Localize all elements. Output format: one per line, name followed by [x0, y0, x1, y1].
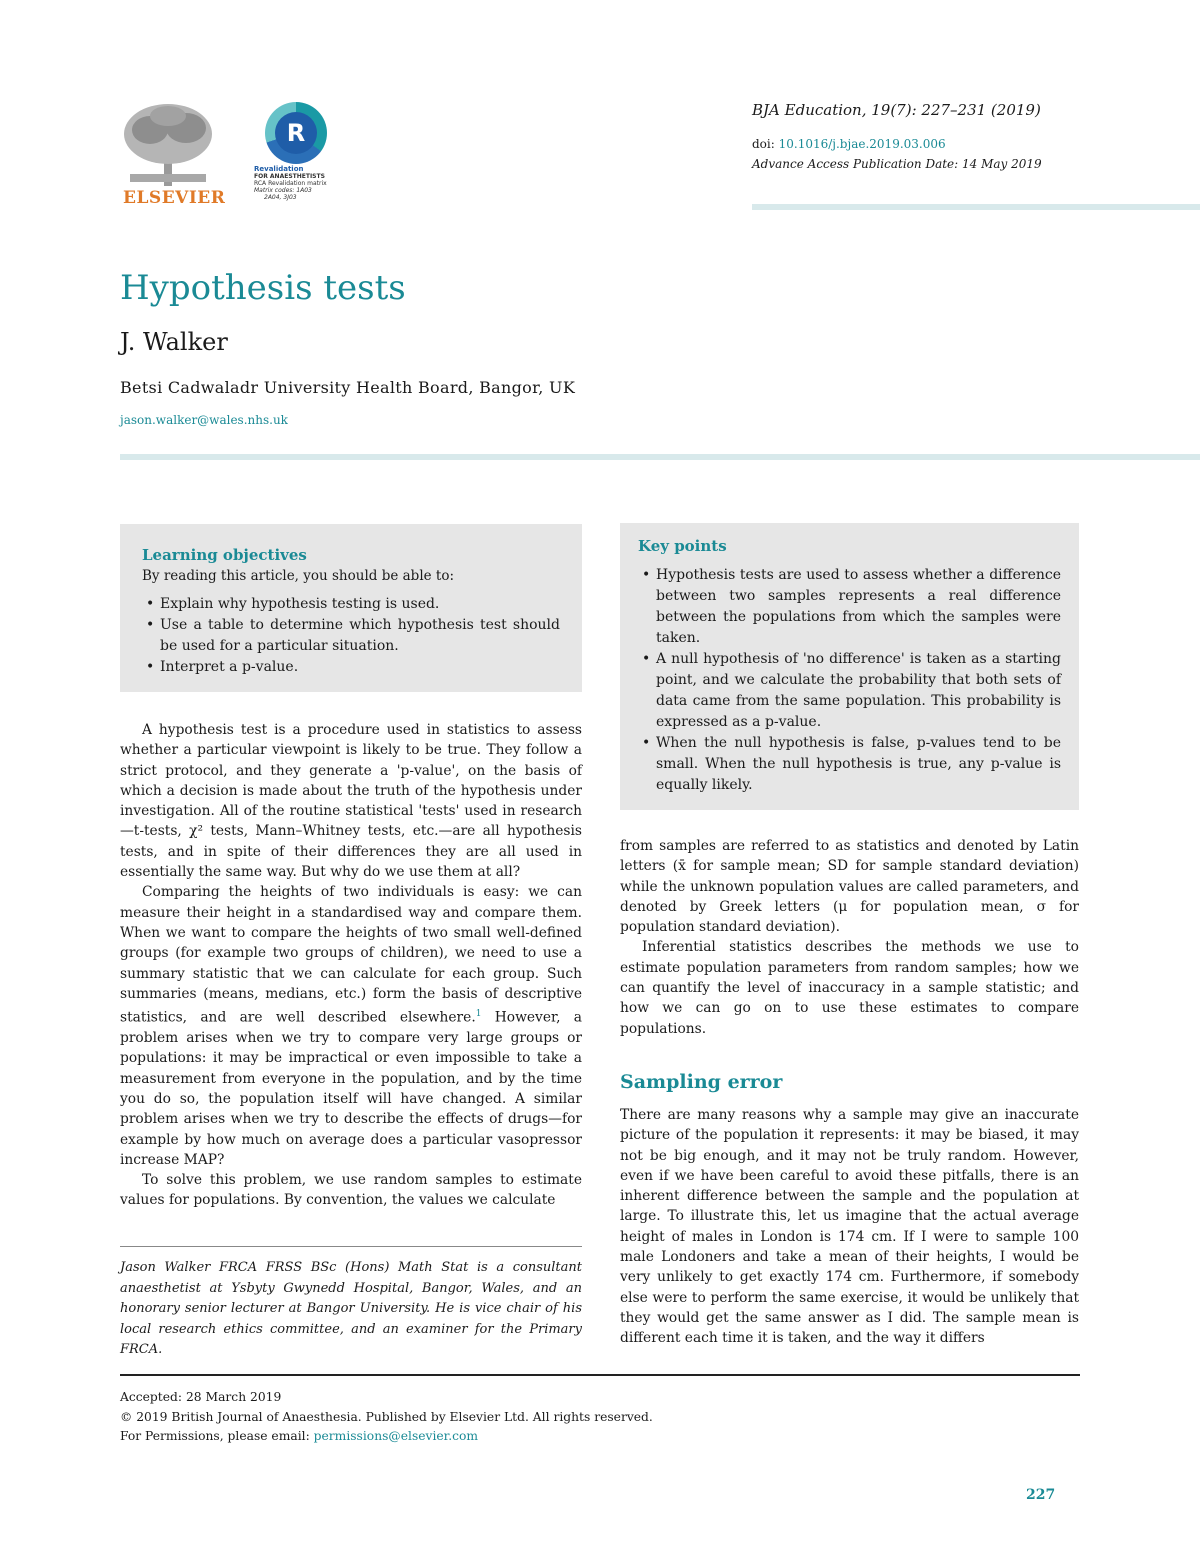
paragraph: To solve this problem, we use random samples to estimate values for populations. By convention, the values we calculate: [120, 1172, 582, 1209]
journal-citation: BJA Education, 19(7): 227–231 (2019): [752, 101, 1041, 119]
article-title: Hypothesis tests: [120, 268, 406, 308]
body-left-column: [120, 720, 582, 1211]
revalidation-letter: R: [275, 112, 317, 154]
bullet-icon: •: [146, 596, 155, 612]
permissions-line: For Permissions, please email: permissions@elsevier.com: [120, 1429, 479, 1443]
revalidation-line-1: Revalidation: [254, 165, 304, 173]
list-item: • Explain why hypothesis testing is used.: [142, 594, 560, 615]
page-number: 227: [1026, 1487, 1056, 1503]
list-item: • Hypothesis tests are used to assess whether a difference between two samples represents a real difference between the populations from which the samples were taken.: [642, 567, 1061, 646]
paragraph: Comparing the heights of two individuals is easy: we can measure their height in a standardised way and compare them. When we want to compare the heights of two small well-defined groups (for example two groups of children), we need to use a summary statistic that we can calculate for each group. Such summaries (means, medians, etc.) form the basis of descriptive statistics, and are well described elsewhere.$^1$ However, a problem arises when we try to compare very large groups or populations: it may be impractical or even impossible to take a measurement from everyone in the population, and by the time you do so, the population itself will have changed. A similar problem arises when we try to describe the effects of drugs—for example by how much on average does a particular vasopressor increase MAP?: [120, 884, 583, 1168]
learning-objectives-list: [142, 594, 560, 678]
footer-divider: [120, 1374, 1080, 1376]
footer: [120, 1388, 653, 1447]
revalidation-codes-2: 2A04, 3J03: [264, 194, 297, 201]
list-item: • A null hypothesis of 'no difference' is taken as a starting point, and we calculate the probability that both sets of data came from the same population. This probability is expressed as a p-value.: [642, 651, 1061, 730]
advance-access-date: Advance Access Publication Date: 14 May 2019: [752, 157, 1042, 171]
list-item: • When the null hypothesis is false, p-values tend to be small. When the null hypothesis is true, any p-value is equally likely.: [642, 735, 1061, 793]
paragraph: There are many reasons why a sample may give an inaccurate picture of the population it represents: it may be biased, it may not be big enough, and it may not be truly random. However, even if we have been careful to avoid these pitfalls, there is an inherent difference between the sample and the population at large. To illustrate this, let us imagine that the actual average height of males in London is 174 cm. If I were to sample 100 male Londoners and take a mean of their heights, I would be very unlikely to get exactly 174 cm. Furthermore, if somebody else were to perform the same exercise, it would be unlikely that they would get the same answer as I did. The sample mean is different each time it is taken, and the way it differs: [620, 1107, 1079, 1347]
doi-line: [752, 134, 1082, 154]
reference-link[interactable]: 1: [475, 1009, 482, 1020]
doi-label: doi:: [752, 137, 779, 151]
journal-info: [752, 100, 1082, 174]
bullet-icon: •: [146, 617, 155, 633]
sampling-error-section: [620, 1105, 1079, 1349]
learning-objectives-heading: Learning objectives: [142, 546, 307, 564]
accepted-date: Accepted: 28 March 2019: [120, 1390, 282, 1404]
header-logos: [120, 100, 360, 220]
paragraph: from samples are referred to as statistics and denoted by Latin letters (x̄ for sample mean; SD for sample standard deviation) while the unknown population values are called parameters, and denoted by Greek letters (μ for population mean, σ for population standard deviation).: [620, 838, 1079, 936]
bullet-icon: •: [642, 567, 651, 583]
revalidation-line-3: RCA Revalidation matrix: [254, 180, 327, 187]
paragraph: A hypothesis test is a procedure used in statistics to assess whether a particular viewpoint is likely to be true. They follow a strict protocol, and they generate a 'p-value', on the basis of which a decision is made about the truth of the hypothesis under investigation. All of the routine statistical 'tests' used in research—t-tests, χ² tests, Mann–Whitney tests, etc.—are all hypothesis tests, and in spite of their differences they are all used in essentially the same way. But why do we use them at all?: [120, 722, 582, 881]
doi-link[interactable]: 10.1016/j.bjae.2019.03.006: [778, 137, 946, 151]
key-points-heading: Key points: [638, 537, 727, 555]
permissions-email-link[interactable]: permissions@elsevier.com: [313, 1429, 479, 1443]
author-email-link[interactable]: jason.walker@wales.nhs.uk: [120, 413, 288, 427]
revalidation-codes: Matrix codes: 1A03: [254, 187, 312, 194]
elsevier-wordmark: ELSEVIER: [123, 188, 226, 208]
key-points-list: [638, 565, 1061, 796]
key-points-box: [620, 523, 1079, 810]
bio-divider: [120, 1246, 582, 1247]
section-heading: Sampling error: [620, 1071, 783, 1093]
bullet-icon: •: [642, 651, 651, 667]
header-divider: [752, 204, 1200, 210]
article-author: J. Walker: [120, 328, 228, 356]
revalidation-badge-icon: [265, 102, 327, 164]
revalidation-line-2: FOR ANAESTHETISTS: [254, 173, 325, 180]
learning-objectives-box: [120, 524, 582, 692]
paragraph: Inferential statistics describes the methods we use to estimate population parameters from random samples; how we can quantify the level of inaccuracy in a sample statistic; and how we can go on to use these estimates to compare populations.: [620, 939, 1079, 1037]
copyright-notice: © 2019 British Journal of Anaesthesia. Published by Elsevier Ltd. All rights reserved.: [120, 1409, 653, 1424]
author-bio: Jason Walker FRCA FRSS BSc (Hons) Math Stat is a consultant anaesthetist at Ysbyty Gwynedd Hospital, Bangor, Wales, and an honorary senior lecturer at Bangor University. He is vice chair of his local research ethics committee, and an examiner for the Primary FRCA.: [120, 1260, 582, 1357]
author-affiliation: Betsi Cadwaladr University Health Board, Bangor, UK: [120, 378, 576, 397]
bullet-icon: •: [146, 659, 155, 675]
list-item: • Use a table to determine which hypothesis test should be used for a particular situation.: [146, 617, 560, 654]
bullet-icon: •: [642, 735, 651, 751]
list-item: • Interpret a p-value.: [142, 657, 560, 678]
body-right-column: [620, 836, 1079, 1039]
learning-objectives-intro: By reading this article, you should be able to:: [142, 568, 455, 584]
title-divider: [120, 454, 1200, 460]
